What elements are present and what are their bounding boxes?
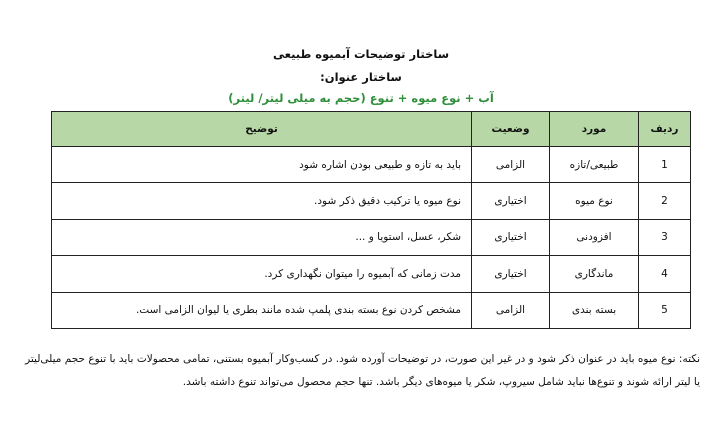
cell-description: باید به تازه و طبیعی بودن اشاره شود bbox=[52, 147, 472, 183]
header-description: توضیح bbox=[52, 112, 472, 147]
cell-status: اختیاری bbox=[472, 256, 550, 292]
table-row bbox=[52, 219, 691, 255]
cell-item: نوع میوه bbox=[550, 183, 639, 219]
cell-status: الزامی bbox=[472, 147, 550, 183]
cell-status: اختیاری bbox=[472, 183, 550, 219]
title-formula: آب + نوع میوه + تنوع (حجم به میلی لیتر/ لیتر) bbox=[228, 91, 494, 105]
document-title: ساختار توضیحات آبمیوه طبیعی bbox=[272, 47, 450, 61]
cell-row-number: 3 bbox=[639, 219, 691, 255]
table-row bbox=[52, 147, 691, 183]
title-structure-label: ساختار عنوان: bbox=[320, 70, 402, 84]
cell-description: شکر، عسل، استویا و ... bbox=[52, 219, 472, 255]
cell-description: مدت زمانی که آبمیوه را میتوان نگهداری کرد. bbox=[52, 256, 472, 292]
spec-table bbox=[51, 111, 691, 329]
cell-row-number: 5 bbox=[639, 292, 691, 328]
header-row-number: ردیف bbox=[639, 112, 691, 147]
table-row bbox=[52, 256, 691, 292]
footnote: نکته: نوع میوه باید در عنوان ذکر شود و در غیر این صورت، در توضیحات آورده شود. در کسب‌وکار آبمیوه بستنی، تمامی محصولات باید با تنوع حجم میلی‌لیتر یا لیتر ارائه شوند و تنوع‌ها نباید شامل سیروپ، شکر یا میوه‌های دیگر باشد. تنها حجم محصول می‌تواند تنوع داشته باشد. bbox=[25, 353, 700, 388]
cell-description: مشخص کردن نوع بسته بندی پلمپ شده مانند بطری یا لیوان الزامی است. bbox=[52, 292, 472, 328]
header-status: وضعیت bbox=[472, 112, 550, 147]
cell-row-number: 1 bbox=[639, 147, 691, 183]
table-row bbox=[52, 183, 691, 219]
table-header-row bbox=[52, 112, 691, 147]
cell-description: نوع میوه یا ترکیب دقیق ذکر شود. bbox=[52, 183, 472, 219]
cell-status: اختیاری bbox=[472, 219, 550, 255]
cell-item: ماندگاری bbox=[550, 256, 639, 292]
cell-row-number: 2 bbox=[639, 183, 691, 219]
cell-item: افزودنی bbox=[550, 219, 639, 255]
cell-item: بسته بندی bbox=[550, 292, 639, 328]
cell-status: الزامی bbox=[472, 292, 550, 328]
cell-item: طبیعی/تازه bbox=[550, 147, 639, 183]
cell-row-number: 4 bbox=[639, 256, 691, 292]
table-row bbox=[52, 292, 691, 328]
header-item: مورد bbox=[550, 112, 639, 147]
